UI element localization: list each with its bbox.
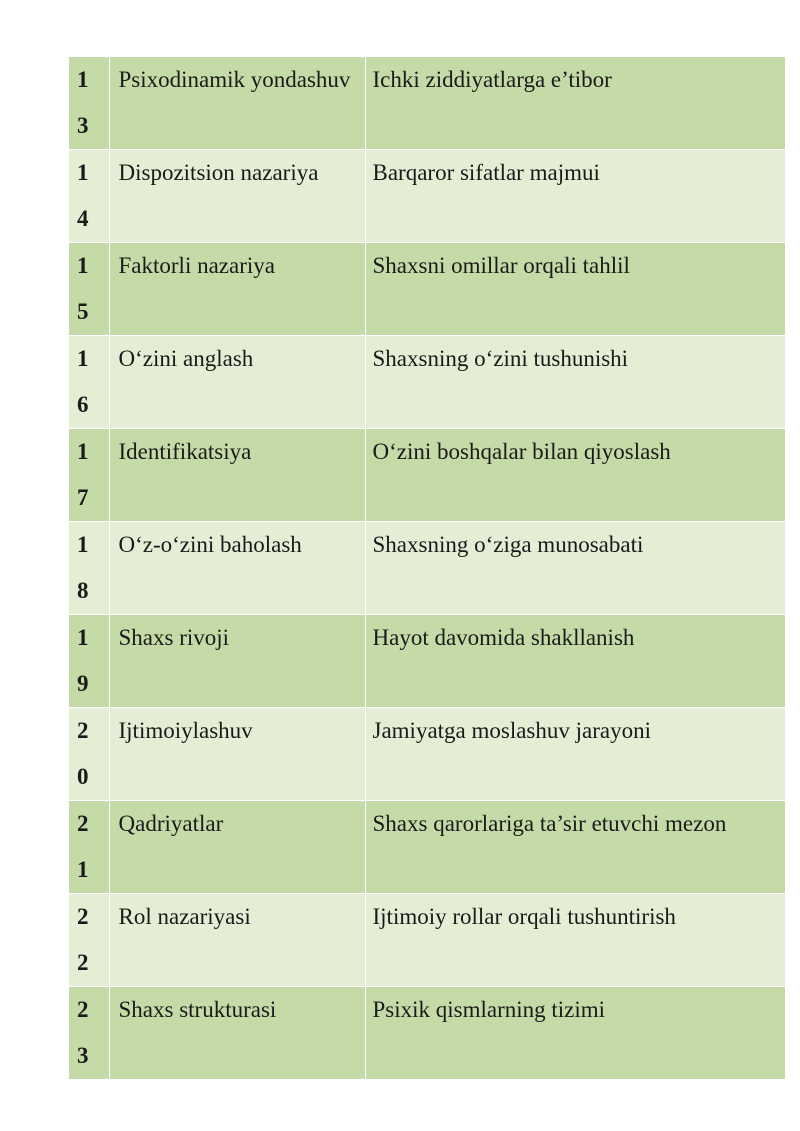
row-number: 1 3	[69, 57, 109, 150]
definition-cell: Jamiyatga moslashuv jarayoni	[365, 708, 785, 801]
table-row	[69, 336, 785, 429]
term-cell: O‘zini anglash	[109, 336, 365, 429]
term-cell: Identifikatsiya	[109, 429, 365, 522]
term-cell: Rol nazariyasi	[109, 894, 365, 987]
definition-cell: Shaxsning o‘ziga munosabati	[365, 522, 785, 615]
term-cell: Shaxs rivoji	[109, 615, 365, 708]
table-row	[69, 429, 785, 522]
row-number: 1 7	[69, 429, 109, 522]
term-cell: Shaxs strukturasi	[109, 987, 365, 1080]
definition-cell: Shaxsning o‘zini tushunishi	[365, 336, 785, 429]
row-number: 1 9	[69, 615, 109, 708]
row-number: 2 0	[69, 708, 109, 801]
definition-cell: Hayot davomida shakllanish	[365, 615, 785, 708]
table-row	[69, 708, 785, 801]
term-cell: O‘z-o‘zini baholash	[109, 522, 365, 615]
table-row	[69, 801, 785, 894]
definition-cell: Psixik qismlarning tizimi	[365, 987, 785, 1080]
term-cell: Psixodinamik yondashuv	[109, 57, 365, 150]
term-cell: Qadriyatlar	[109, 801, 365, 894]
row-number: 2 3	[69, 987, 109, 1080]
definition-cell: Barqaror sifatlar majmui	[365, 150, 785, 243]
table-row	[69, 615, 785, 708]
definition-cell: Shaxsni omillar orqali tahlil	[365, 243, 785, 336]
term-cell: Faktorli nazariya	[109, 243, 365, 336]
term-cell: Dispozitsion nazariya	[109, 150, 365, 243]
row-number: 1 6	[69, 336, 109, 429]
table-row	[69, 57, 785, 150]
definition-cell: Ichki ziddiyatlarga e’tibor	[365, 57, 785, 150]
table-row	[69, 987, 785, 1080]
terms-table	[69, 57, 786, 1080]
row-number: 2 1	[69, 801, 109, 894]
row-number: 1 5	[69, 243, 109, 336]
term-cell: Ijtimoiylashuv	[109, 708, 365, 801]
table-row	[69, 243, 785, 336]
table-row	[69, 150, 785, 243]
table-row	[69, 894, 785, 987]
definition-cell: Shaxs qarorlariga ta’sir etuvchi mezon	[365, 801, 785, 894]
definition-cell: O‘zini boshqalar bilan qiyoslash	[365, 429, 785, 522]
row-number: 2 2	[69, 894, 109, 987]
table-row	[69, 522, 785, 615]
row-number: 1 8	[69, 522, 109, 615]
row-number: 1 4	[69, 150, 109, 243]
definition-cell: Ijtimoiy rollar orqali tushuntirish	[365, 894, 785, 987]
